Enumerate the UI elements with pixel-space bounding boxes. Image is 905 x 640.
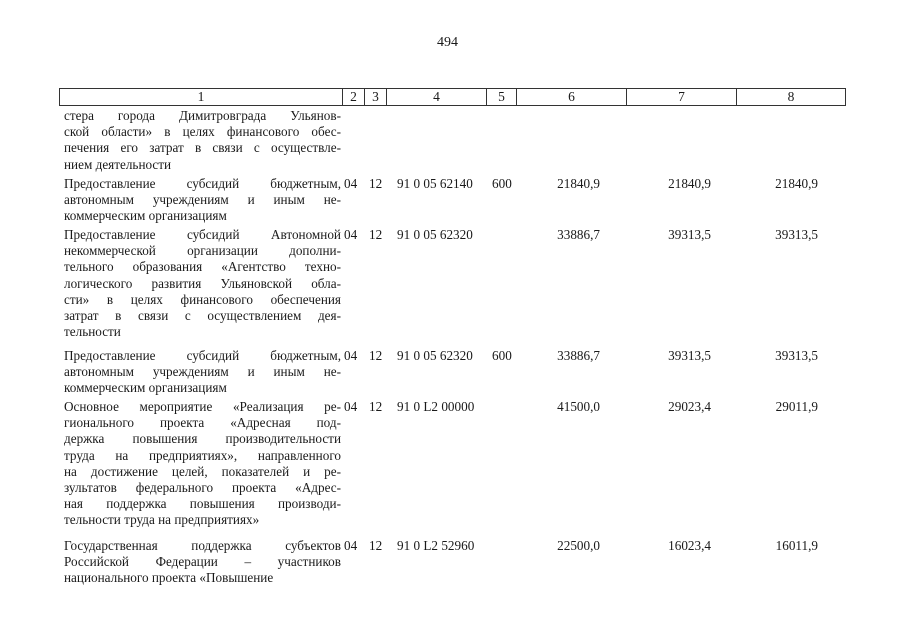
description-line: Основное мероприятие «Реализация ре- <box>64 399 341 414</box>
header-col-6: 6 <box>517 89 627 105</box>
description-line: на достижение целей, показателей и ре- <box>64 463 341 479</box>
value-col-6: 33886,7 <box>557 227 600 242</box>
value-col-7: 16023,4 <box>668 538 711 553</box>
section-code: 04 <box>344 538 358 553</box>
description-line: национального проекта «Повышение <box>64 570 274 586</box>
row-description <box>64 399 341 529</box>
table-header <box>59 88 846 106</box>
description-line: гионального проекта «Адресная под- <box>64 415 341 431</box>
value-col-6: 33886,7 <box>557 348 600 363</box>
description-line: Предоставление субсидий бюджетным, <box>64 176 341 191</box>
description-line: тельности <box>64 324 121 340</box>
description-line: сти» в целях финансового обеспечения <box>64 291 341 307</box>
section-code: 04 <box>344 227 358 242</box>
expense-type-code: 600 <box>492 348 512 363</box>
header-col-5: 5 <box>487 89 517 105</box>
value-col-8: 21840,9 <box>775 176 818 191</box>
target-article-code: 91 0 05 62320 <box>397 348 473 363</box>
description-line: держка повышения производительности <box>64 431 341 447</box>
description-line: ской области» в целях финансового обес- <box>64 124 341 140</box>
subsection-code: 12 <box>369 538 383 553</box>
header-col-7: 7 <box>627 89 737 105</box>
row-description <box>64 348 341 397</box>
description-line: затрат в связи с осуществлением дея- <box>64 308 341 324</box>
row-description <box>64 538 341 587</box>
section-code: 04 <box>344 399 358 414</box>
description-line: труда на предприятиях», направленного <box>64 447 341 463</box>
subsection-code: 12 <box>369 227 383 242</box>
description-line: некоммерческой организации дополни- <box>64 243 341 259</box>
section-code: 04 <box>344 176 358 191</box>
description-line: нием деятельности <box>64 156 172 172</box>
description-line: логического развития Ульяновской обла- <box>64 275 341 291</box>
header-col-3: 3 <box>365 89 387 105</box>
value-col-6: 22500,0 <box>557 538 600 553</box>
description-line: ная поддержка повышения производи- <box>64 496 341 512</box>
target-article-code: 91 0 L2 52960 <box>397 538 475 553</box>
description-line: Государственная поддержка субъектов <box>64 538 341 553</box>
expense-type-code: 600 <box>492 176 512 191</box>
value-col-8: 29011,9 <box>775 399 818 414</box>
value-col-7: 39313,5 <box>668 348 711 363</box>
value-col-6: 41500,0 <box>557 399 600 414</box>
value-col-8: 39313,5 <box>775 227 818 242</box>
header-col-1: 1 <box>60 89 343 105</box>
target-article-code: 91 0 05 62320 <box>397 227 473 242</box>
description-line: тельности труда на предприятиях» <box>64 512 260 528</box>
description-line: коммерческим организациям <box>64 208 227 224</box>
header-col-8: 8 <box>787 89 795 104</box>
description-line: Российской Федерации – участников <box>64 554 341 570</box>
description-line: тельного образования «Агентство техно- <box>64 259 341 275</box>
value-col-6: 21840,9 <box>557 176 600 191</box>
subsection-code: 12 <box>369 348 383 363</box>
value-col-7: 29023,4 <box>668 399 711 414</box>
value-col-8: 16011,9 <box>775 538 818 553</box>
description-line: Предоставление субсидий бюджетным, <box>64 348 341 363</box>
header-col-2: 2 <box>343 89 365 105</box>
header-col-4: 4 <box>387 89 487 105</box>
section-code: 04 <box>344 348 358 363</box>
value-col-7: 39313,5 <box>668 227 711 242</box>
row-description <box>64 176 341 225</box>
subsection-code: 12 <box>369 399 383 414</box>
page-number: 494 <box>437 35 458 50</box>
description-line: Предоставление субсидий Автономной <box>64 227 341 242</box>
value-col-8: 39313,5 <box>775 348 818 363</box>
row-description <box>64 108 341 173</box>
description-line: стера города Димитровграда Ульянов- <box>64 108 341 123</box>
value-col-7: 21840,9 <box>668 176 711 191</box>
target-article-code: 91 0 L2 00000 <box>397 399 475 414</box>
description-line: печения его затрат в связи с осуществле- <box>64 140 341 156</box>
description-line: автономным учреждениям и иным не- <box>64 364 341 380</box>
row-description <box>64 227 341 340</box>
description-line: автономным учреждениям и иным не- <box>64 192 341 208</box>
target-article-code: 91 0 05 62140 <box>397 176 473 191</box>
description-line: зультатов федерального проекта «Адрес- <box>64 480 341 496</box>
subsection-code: 12 <box>369 176 383 191</box>
description-line: коммерческим организациям <box>64 380 227 396</box>
